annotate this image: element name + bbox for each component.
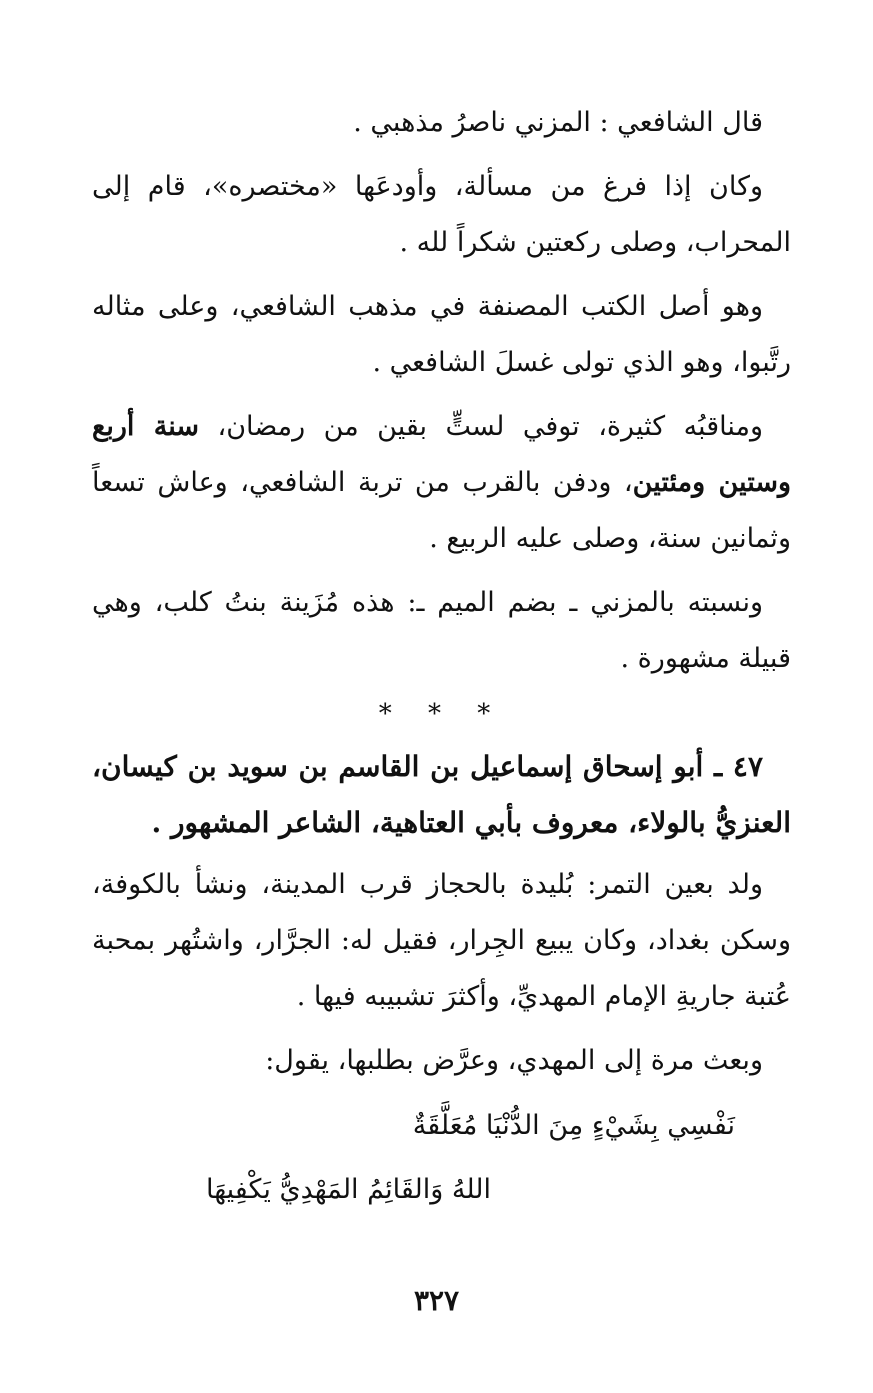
paragraph-nisba: ونسبته بالمزني ـ بضم الميم ـ: هذه مُزَينة بنتُ كلب، وهي قبيلة مشهورة . bbox=[92, 587, 791, 674]
paragraph-madhhab-books: وهو أصل الكتب المصنفة في مذهب الشافعي، وعلى مثاله رتَّبوا، وهو الذي تولى غسلَ الشافعي . bbox=[92, 291, 791, 378]
biography-heading: ٤٧ ـ أبو إسحاق إسماعيل بن القاسم بن سويد بن كيسان، العنزيُّ بالولاء، معروف بأبي العتاهية، الشاعر المشهور . bbox=[92, 750, 791, 839]
paragraph-birth: ولد بعين التمر: بُليدة بالحجاز قرب المدينة، ونشأ بالكوفة، وسكن بغداد، وكان يبيع الجِرار، فقيل له: الجرَّار، واشتُهر بمحبة عُتبة جاريةِ الإمام المهديِّ، وأكثرَ تشبيبه فيها . bbox=[92, 869, 791, 1012]
verse-line-2: اللهُ وَالقَائِمُ المَهْدِيُّ يَكْفِيهَا bbox=[205, 1174, 491, 1205]
paragraph-mukhtasar: وكان إذا فرغ من مسألة، وأودعَها «مختصره»، قام إلى المحراب، وصلى ركعتين شكراً لله . bbox=[92, 171, 791, 258]
verse-line-1: نَفْسِي بِشَيْءٍ مِنَ الدُّنْيَا مُعَلَّقَةٌ bbox=[412, 1110, 735, 1141]
page-number: ٣٢٧ bbox=[413, 1284, 460, 1317]
paragraph-verse-intro: وبعث مرة إلى المهدي، وعرَّض بطلبها، يقول: bbox=[265, 1045, 763, 1076]
paragraph-death bbox=[92, 399, 791, 567]
death-text-start: ومناقبُه كثيرة، توفي لستٍّ بقين من رمضان، bbox=[198, 411, 763, 442]
death-year-bold: سنة أربع وستين ومئتين bbox=[92, 411, 792, 498]
section-separator: * * * bbox=[378, 699, 505, 729]
paragraph-shafii-quote: قال الشافعي : المزني ناصرُ مذهبي . bbox=[353, 107, 763, 138]
death-text-end: ، ودفن بالقرب من تربة الشافعي، وعاش تسعاً وثمانين سنة، وصلى عليه الربيع . bbox=[92, 467, 791, 554]
